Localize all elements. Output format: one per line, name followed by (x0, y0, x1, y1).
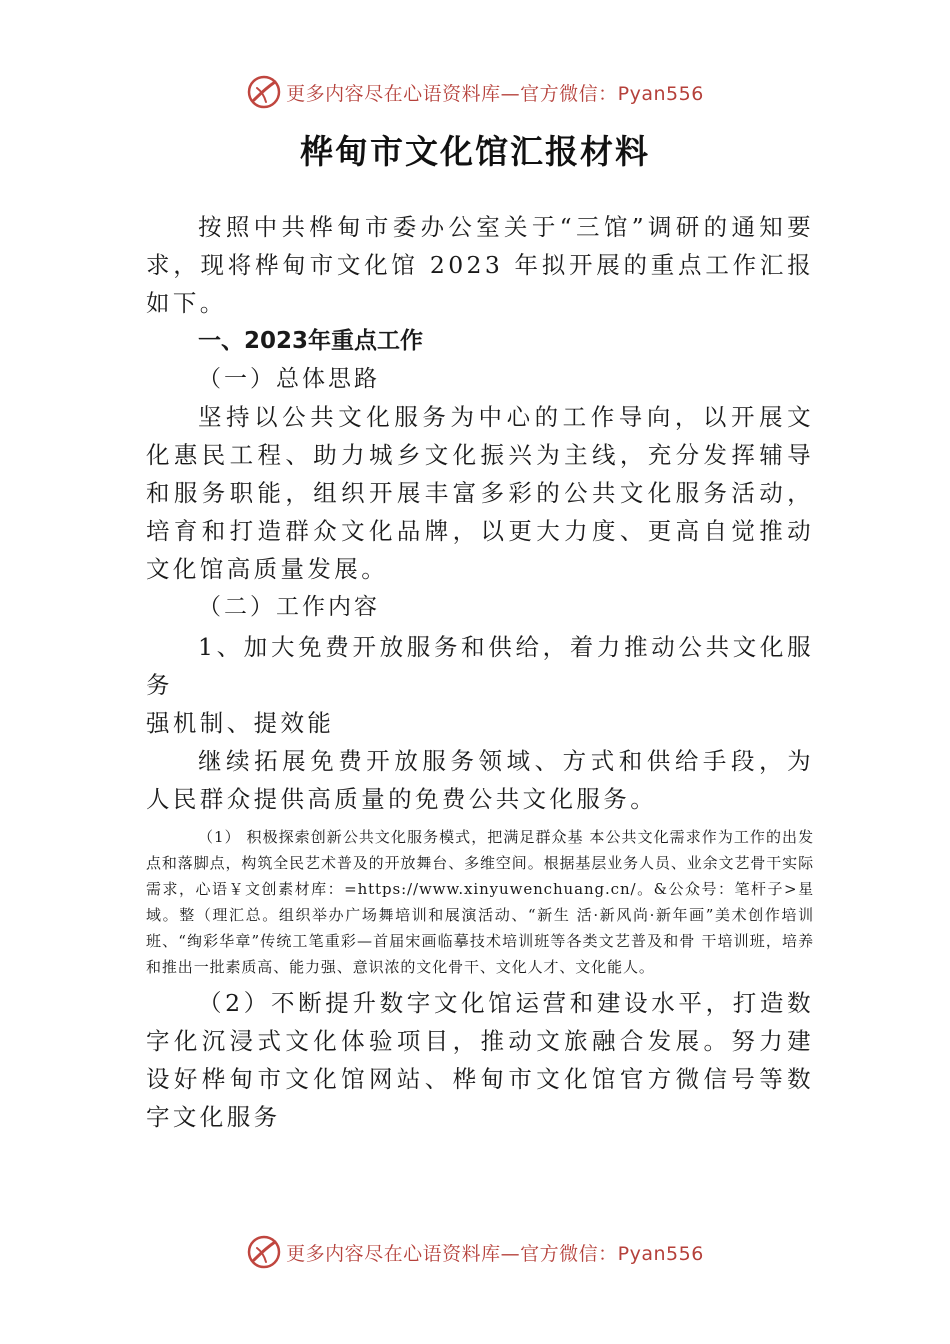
section-heading-1: 一、2023年重点工作 (198, 328, 424, 354)
item1-heading-line2: 强机制、提效能 (146, 709, 335, 737)
watermark-text-bottom: 更多内容尽在心语资料库—官方微信：Pyan556 (286, 1242, 704, 1265)
subheading-overall-approach: （一）总体思路 (198, 366, 380, 392)
watermark-banner-top (0, 72, 950, 112)
item1-heading-line1: 1、加大免费开放服务和供给，着力推动公共文化服务 (146, 633, 814, 699)
overall-approach-paragraph: 坚持以公共文化服务为中心的工作导向，以开展文化惠民工程、助力城乡文化振兴为主线，充分发挥辅导和服务职能，组织开展丰富多彩的公共文化服务活动，培育和打造群众文化品牌，以更大力度、更高自觉推动文化馆高质量发展。 (146, 403, 814, 583)
brush-logo-icon (246, 1234, 282, 1270)
document-title: 桦甸市文化馆汇报材料 (300, 132, 650, 171)
watermark-banner-bottom (0, 1232, 950, 1272)
item1-1-paragraph: （1） 积极探索创新公共文化服务模式，把满足群众基 本公共文化需求作为工作的出发点和落脚点，构筑全民艺术普及的开放舞台、多维空间。根据基层业务人员、业余文艺骨干实际需求，心语￥文创素材库：=https://www.xinyuwenchuang.cn/。&公众号：笔杆子>星域。整（理汇总。组织举办广场舞培训和展演活动、“新生 活·新风尚·新年画”美术创作培训班、“绚彩华章”传统工笔重彩—首届宋画临摹技术培训班等各类文艺普及和骨 干培训班，培养和推出一批素质高、能力强、意识浓的文化骨干、文化人才、文化能人。 (146, 828, 814, 976)
brush-logo-icon (246, 74, 282, 110)
watermark-text-top: 更多内容尽在心语资料库—官方微信：Pyan556 (286, 82, 704, 105)
item1-2-paragraph: （2）不断提升数字文化馆运营和建设水平，打造数字化沉浸式文化体验项目，推动文旅融合发展。努力建设好桦甸市文化馆网站、桦甸市文化馆官方微信号等数字文化服务 (146, 989, 814, 1131)
subheading-work-content: （二）工作内容 (198, 594, 380, 620)
item1-paragraph: 继续拓展免费开放服务领域、方式和供给手段，为人民群众提供高质量的免费公共文化服务。 (146, 747, 814, 813)
document-body (146, 208, 814, 1136)
intro-paragraph: 按照中共桦甸市委办公室关于“三馆”调研的通知要求，现将桦甸市文化馆 2023 年拟开展的重点工作汇报如下。 (146, 213, 814, 317)
